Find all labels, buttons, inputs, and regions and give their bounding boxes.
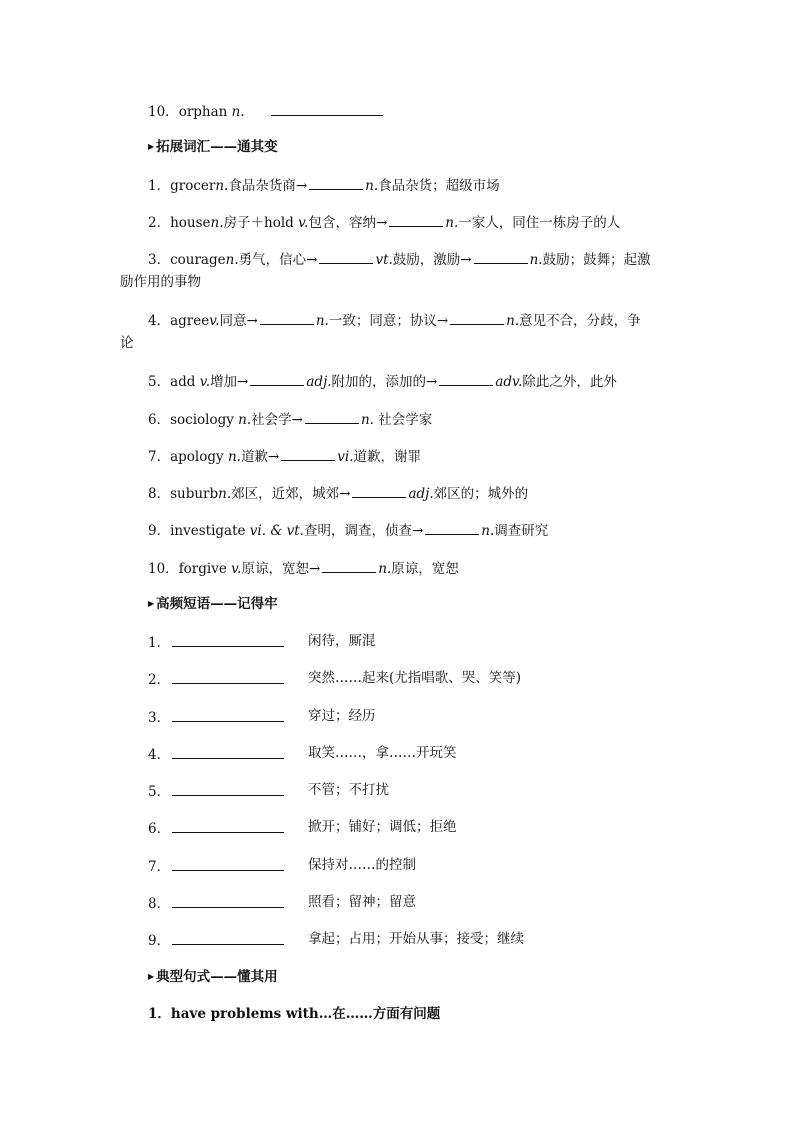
meaning: 社会学家: [378, 412, 433, 428]
part-of-speech: n.: [218, 486, 232, 502]
part-of-speech: n.: [360, 412, 374, 428]
part-of-speech: adv.: [495, 374, 523, 390]
item-number: 7．: [148, 449, 171, 465]
item-number: 8．: [148, 486, 171, 502]
phrase-item: [148, 781, 708, 801]
meaning: 取笑……，拿……开玩笑: [308, 745, 457, 761]
vocab-item: [148, 520, 548, 540]
triangle-bullet-icon: ▶: [148, 598, 155, 608]
part-of-speech: n.: [481, 523, 495, 539]
meaning: 一致；同意；协议→: [328, 313, 449, 329]
vocab-item-orphan: [148, 101, 385, 121]
phrase-item: [148, 707, 708, 727]
meaning: 增加→: [210, 374, 249, 390]
part-of-speech: n.: [445, 215, 459, 231]
answer-blank[interactable]: [172, 744, 284, 759]
part-of-speech: vi. & vt.: [249, 523, 304, 539]
vocab-item: [148, 558, 459, 578]
answer-blank[interactable]: [260, 310, 314, 325]
meaning: 闲待，厮混: [308, 633, 376, 649]
item-number: 5．: [148, 374, 171, 390]
item-number: 8．: [148, 896, 171, 912]
word: apology: [170, 449, 224, 465]
item-number: 1．: [148, 635, 171, 651]
meaning: 包含，容纳→: [308, 215, 388, 231]
meaning: 照看；留神；留意: [308, 894, 416, 910]
meaning: 掀开；铺好；调低；拒绝: [308, 819, 457, 835]
meaning: 勇气，信心→: [238, 252, 318, 268]
phrase-item: [148, 893, 708, 913]
meaning: 房子＋hold: [223, 215, 294, 231]
triangle-bullet-icon: ▶: [148, 141, 155, 151]
word: orphan: [178, 104, 228, 120]
meaning: 鼓励；鼓舞；起激: [542, 252, 651, 268]
phrase-item: [148, 818, 708, 838]
answer-blank[interactable]: [319, 249, 373, 264]
part-of-speech: adj.: [408, 486, 434, 502]
meaning: 原谅，宽恕→: [241, 561, 321, 577]
item-number: 9．: [148, 523, 171, 539]
meaning: 原谅，宽恕: [391, 561, 459, 577]
word: agree: [170, 313, 210, 329]
answer-blank[interactable]: [271, 101, 383, 116]
part-of-speech: n.: [529, 252, 543, 268]
answer-blank[interactable]: [250, 371, 304, 386]
meaning: 拿起；占用；开始从事；接受；继续: [308, 931, 524, 947]
meaning: 意见不合，分歧，争: [519, 313, 641, 329]
part-of-speech: adj.: [306, 374, 332, 390]
vocab-item-continuation: [120, 273, 201, 291]
answer-blank[interactable]: [172, 930, 284, 945]
part-of-speech: v.: [209, 313, 220, 329]
part-of-speech: n.: [210, 215, 224, 231]
part-of-speech: v.: [199, 374, 211, 390]
part-of-speech: n.: [225, 252, 239, 268]
vocab-item: [148, 446, 421, 466]
answer-blank[interactable]: [172, 893, 284, 908]
answer-blank[interactable]: [172, 856, 284, 871]
part-of-speech: n.: [215, 178, 229, 194]
part-of-speech: vt.: [375, 252, 393, 268]
part-of-speech: n.: [231, 104, 245, 120]
meaning: 一家人，同住一栋房子的人: [458, 215, 621, 231]
section-heading-sentences: [148, 967, 278, 986]
part-of-speech: n.: [378, 561, 392, 577]
phrase-item: [148, 632, 708, 652]
sentence-pattern-item: [148, 1005, 440, 1023]
phrase-item: [148, 930, 708, 950]
word: courage: [170, 252, 226, 268]
part-of-speech: n.: [365, 178, 379, 194]
answer-blank[interactable]: [172, 818, 284, 833]
word: grocer: [170, 178, 216, 194]
meaning: 调查研究: [494, 523, 549, 539]
meaning: 食品杂货商→: [228, 178, 308, 194]
meaning: 郊区的；城外的: [433, 486, 529, 502]
answer-blank[interactable]: [439, 371, 493, 386]
meaning: 同意→: [219, 313, 258, 329]
meaning: 保持对……的控制: [308, 857, 416, 873]
meaning: 道歉，谢罪: [353, 449, 421, 465]
meaning: 鼓励，激励→: [392, 252, 472, 268]
meaning: 附加的，添加的→: [331, 374, 438, 390]
meaning: 论: [120, 335, 134, 351]
part-of-speech: v.: [231, 561, 242, 577]
vocab-item: [148, 249, 651, 269]
vocab-item: [148, 371, 617, 391]
meaning: 查明，调查，侦查→: [303, 523, 424, 539]
word: sociology: [170, 412, 234, 428]
vocab-item: [148, 175, 500, 195]
vocab-item: [148, 212, 620, 232]
answer-blank[interactable]: [172, 781, 284, 796]
meaning: 除此之外，此外: [522, 374, 617, 390]
meaning: 道歉→: [240, 449, 280, 465]
answer-blank[interactable]: [281, 446, 335, 461]
section-title: 拓展词汇——通其变: [156, 139, 278, 155]
item-number: 3．: [148, 252, 171, 268]
answer-blank[interactable]: [305, 409, 359, 424]
answer-blank[interactable]: [389, 212, 443, 227]
item-number: 1．: [148, 178, 171, 194]
word: investigate: [170, 523, 246, 539]
vocab-item: [148, 310, 641, 330]
item-number: 7．: [148, 859, 171, 875]
item-number: 6．: [148, 412, 171, 428]
answer-blank[interactable]: [474, 249, 528, 264]
word: suburb: [170, 486, 219, 502]
meaning: 食品杂货；超级市场: [378, 178, 500, 194]
item-number: 2．: [148, 215, 171, 231]
item-number: 2．: [148, 672, 171, 688]
item-number: 5．: [148, 784, 171, 800]
meaning: 不管；不打扰: [308, 782, 389, 798]
answer-blank[interactable]: [172, 707, 284, 722]
answer-blank[interactable]: [172, 669, 284, 684]
item-number: 1．: [148, 1006, 171, 1022]
sentence-pattern: have problems with…在……方面有问题: [170, 1006, 441, 1022]
meaning: 励作用的事物: [120, 274, 201, 290]
item-number: 3．: [148, 710, 171, 726]
part-of-speech: v.: [298, 215, 309, 231]
phrase-item: [148, 856, 708, 876]
answer-blank[interactable]: [322, 558, 376, 573]
phrase-item: [148, 669, 708, 689]
vocab-item: [148, 483, 528, 503]
answer-blank[interactable]: [450, 310, 504, 325]
part-of-speech: n.: [227, 449, 241, 465]
word: add: [170, 374, 196, 390]
vocab-item-continuation: [120, 334, 134, 352]
section-heading-phrases: [148, 594, 278, 613]
item-number: 10．: [148, 104, 179, 120]
answer-blank[interactable]: [172, 632, 284, 647]
item-number: 4．: [148, 313, 171, 329]
part-of-speech: n.: [315, 313, 329, 329]
answer-blank[interactable]: [425, 520, 479, 535]
part-of-speech: vi.: [337, 449, 354, 465]
item-number: 9．: [148, 933, 171, 949]
section-title: 典型句式——懂其用: [156, 969, 278, 985]
word: forgive: [178, 561, 227, 577]
answer-blank[interactable]: [309, 175, 363, 190]
meaning: 社会学→: [251, 412, 303, 428]
word: house: [170, 215, 211, 231]
meaning: 穿过；经历: [308, 708, 376, 724]
item-number: 10．: [148, 561, 179, 577]
answer-blank[interactable]: [352, 483, 406, 498]
part-of-speech: n.: [238, 412, 252, 428]
meaning: 郊区，近郊，城郊→: [231, 486, 351, 502]
meaning: 突然……起来(尤指唱歌、哭、笑等): [308, 670, 522, 686]
part-of-speech: n.: [506, 313, 520, 329]
item-number: 6．: [148, 821, 171, 837]
phrase-item: [148, 744, 708, 764]
item-number: 4．: [148, 747, 171, 763]
triangle-bullet-icon: ▶: [148, 971, 155, 981]
section-title: 高频短语——记得牢: [156, 596, 278, 612]
section-heading-vocab: [148, 137, 278, 156]
vocab-item: [148, 409, 432, 429]
